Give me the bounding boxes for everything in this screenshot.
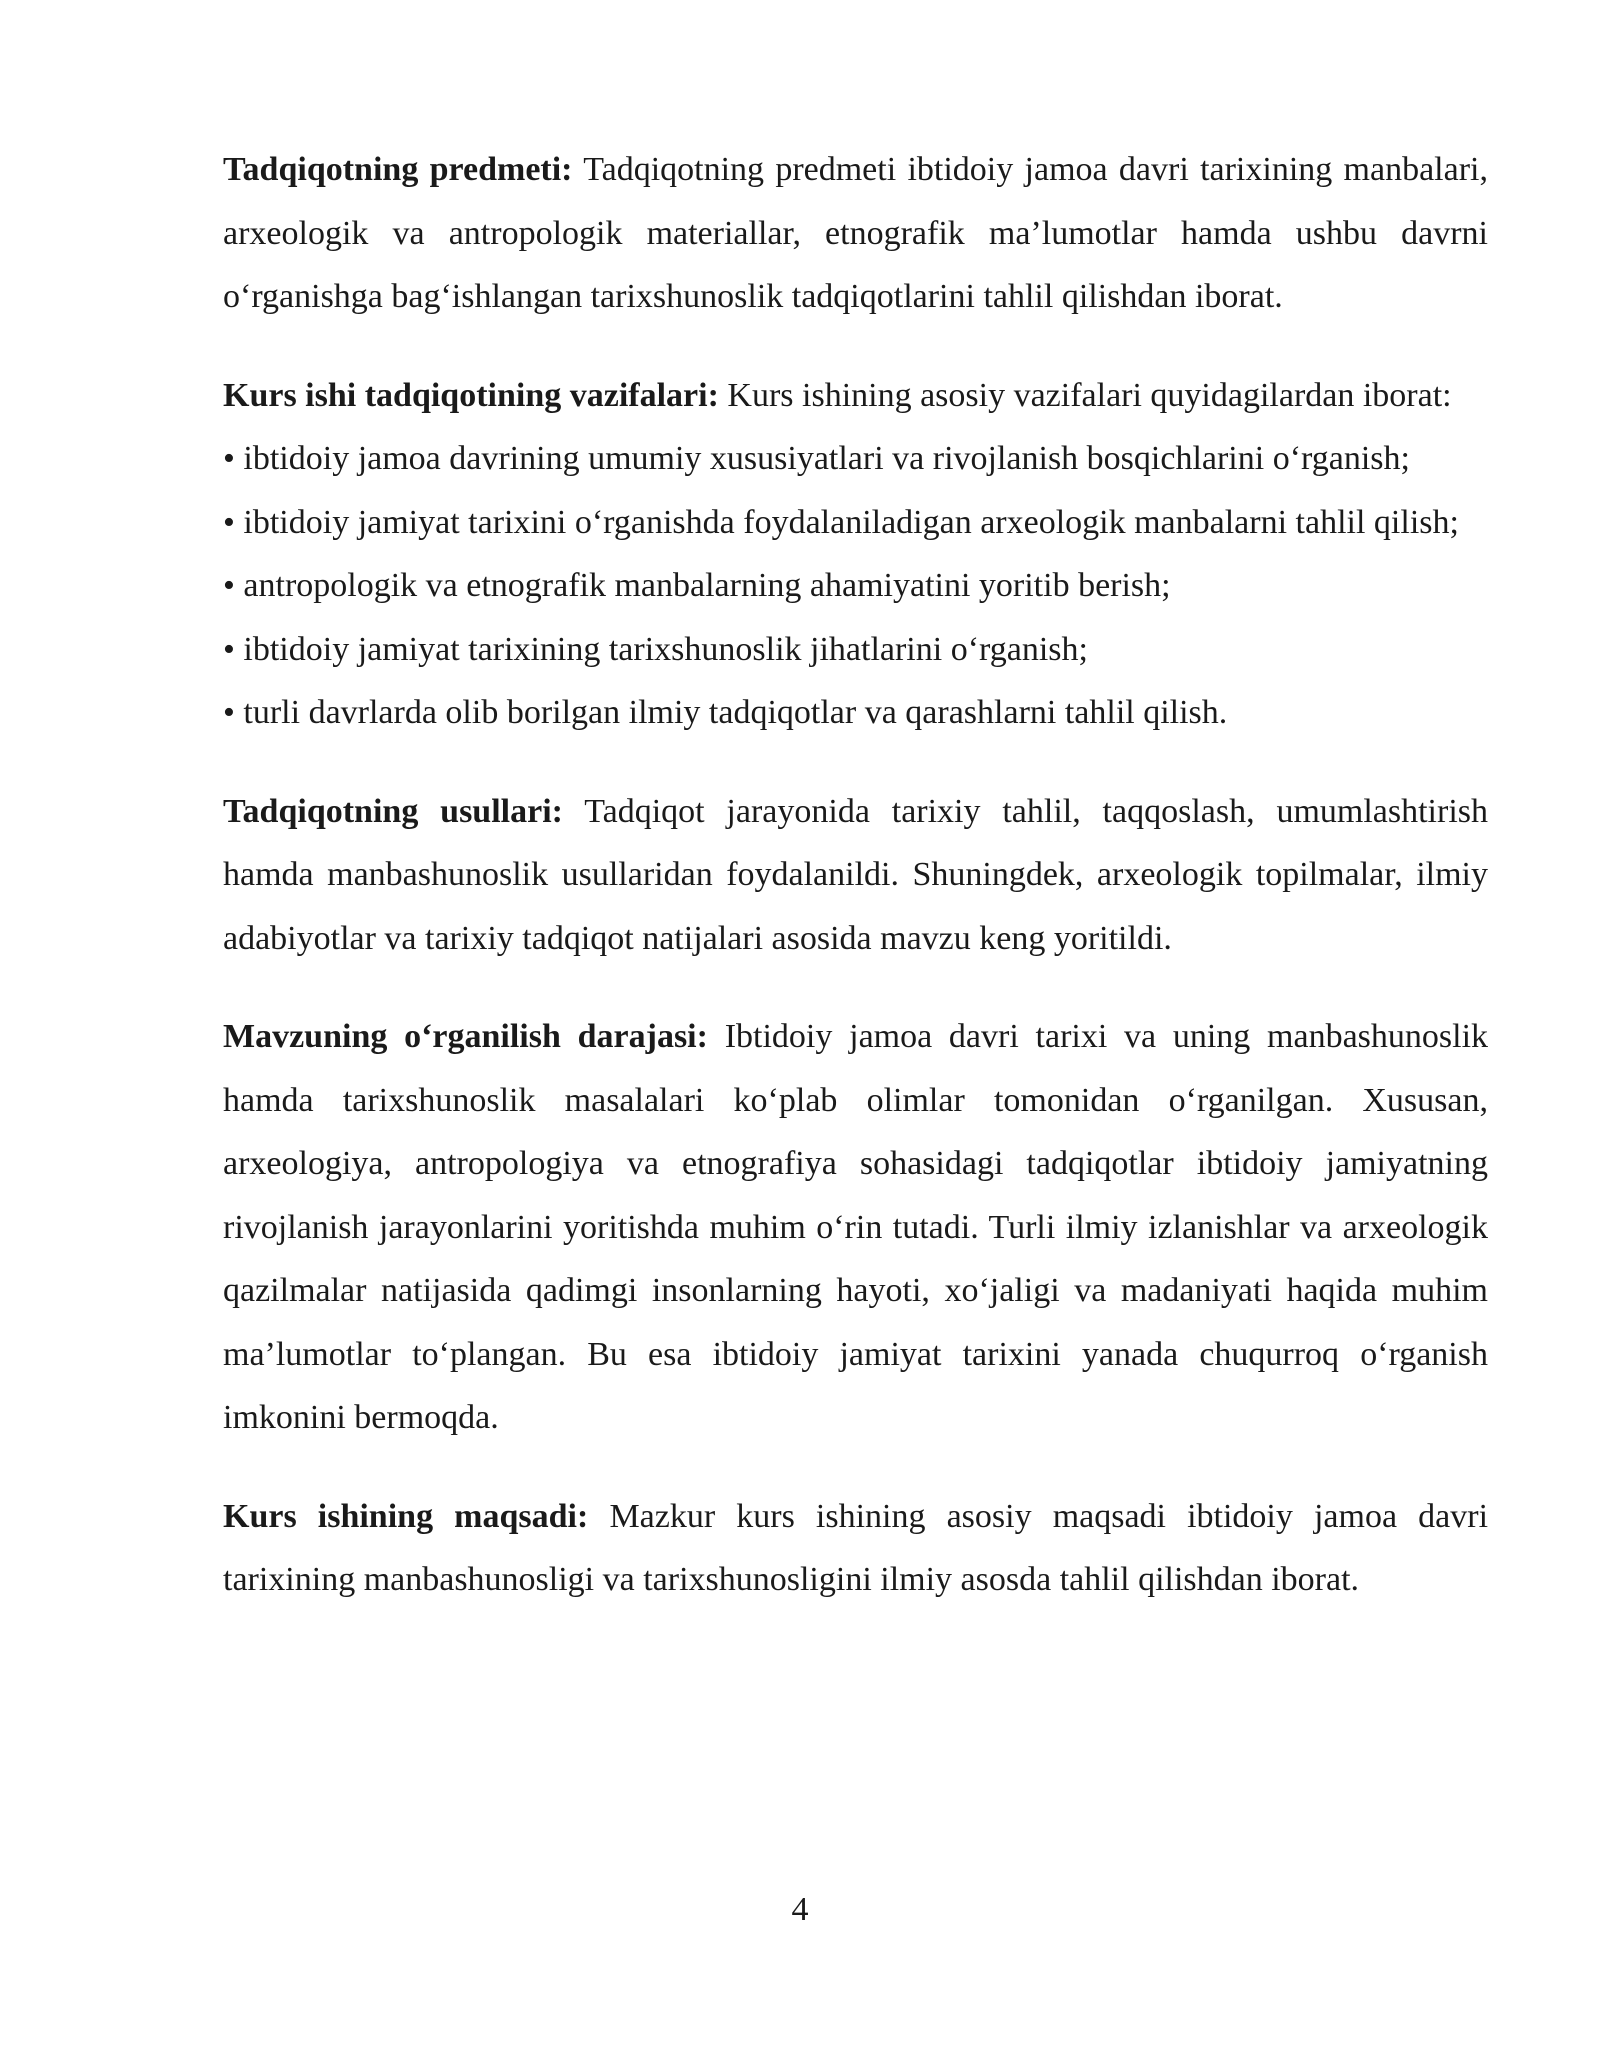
list-item: • ibtidoiy jamiyat tarixini o‘rganishda foydalaniladigan arxeologik manbalarni tahlil qilish; bbox=[223, 503, 1459, 541]
vazifalari-list bbox=[223, 427, 1488, 745]
section-predmeti-label: Tadqiqotning predmeti: bbox=[223, 151, 573, 188]
section-predmeti-text: Tadqiqotning predmeti ibtidoiy jamoa davri tarixining manbalari, arxeologik va antropologik materiallar, etnografik ma’lumotlar hamda ushbu davrni o‘rganishga bag‘ishlangan tarixshunoslik tadqiqotlarini tahlil qilishdan iborat. bbox=[223, 151, 1488, 315]
section-maqsadi-label: Kurs ishining maqsadi: bbox=[223, 1497, 589, 1535]
section-usullari-label: Tadqiqotning usullari: bbox=[223, 792, 563, 830]
document-page bbox=[223, 138, 1488, 1612]
section-darajasi-text: Ibtidoiy jamoa davri tarixi va uning manbashunoslik hamda tarixshunoslik masalalari ko‘plab olimlar tomonidan o‘rganilgan. Xususan, arxeologiya, antropologiya va etnografiya sohasidagi tadqiqotlar ibtidoiy jamiyatning rivojlanish jarayonlarini yoritishda muhim o‘rin tutadi. Turli ilmiy izlanishlar va arxeologik qazilmalar natijasida qadimgi insonlarning hayoti, xo‘jaligi va madaniyati haqida muhim ma’lumotlar to‘plangan. Bu esa ibtidoiy jamiyat tarixini yanada chuqurroq o‘rganish imkonini bermoqda. bbox=[223, 1018, 1489, 1436]
section-usullari-text: Tadqiqot jarayonida tarixiy tahlil, taqqoslash, umumlashtirish hamda manbashunoslik usullaridan foydalanildi. Shuningdek, arxeologik topilmalar, ilmiy adabiyotlar va tarixiy tadqiqot natijalari asosida mavzu keng yoritildi. bbox=[223, 792, 1488, 957]
section-darajasi bbox=[223, 1005, 1488, 1450]
list-item: • ibtidoiy jamiyat tarixining tarixshunoslik jihatlarini o‘rganish; bbox=[223, 630, 1088, 668]
section-darajasi-label: Mavzuning o‘rganilish darajasi: bbox=[223, 1018, 708, 1055]
list-item: • ibtidoiy jamoa davrining umumiy xususiyatlari va rivojlanish bosqichlarini o‘rganish; bbox=[223, 440, 1410, 477]
section-predmeti bbox=[223, 138, 1488, 329]
section-vazifalari-label: Kurs ishi tadqiqotining vazifalari: bbox=[223, 376, 719, 414]
list-item: • turli davrlarda olib borilgan ilmiy tadqiqotlar va qarashlarni tahlil qilish. bbox=[223, 694, 1228, 731]
section-maqsadi bbox=[223, 1485, 1488, 1612]
section-vazifalari-text: Kurs ishining asosiy vazifalari quyidagilardan iborat: bbox=[727, 376, 1452, 414]
section-vazifalari bbox=[223, 364, 1488, 428]
list-item: • antropologik va etnografik manbalarning ahamiyatini yoritib berish; bbox=[223, 567, 1171, 604]
page-number: 4 bbox=[791, 1891, 809, 1928]
section-maqsadi-text: Mazkur kurs ishining asosiy maqsadi ibtidoiy jamoa davri tarixining manbashunosligi va tarixshunosligini ilmiy asosda tahlil qilishdan iborat. bbox=[223, 1497, 1489, 1598]
section-usullari bbox=[223, 780, 1488, 971]
